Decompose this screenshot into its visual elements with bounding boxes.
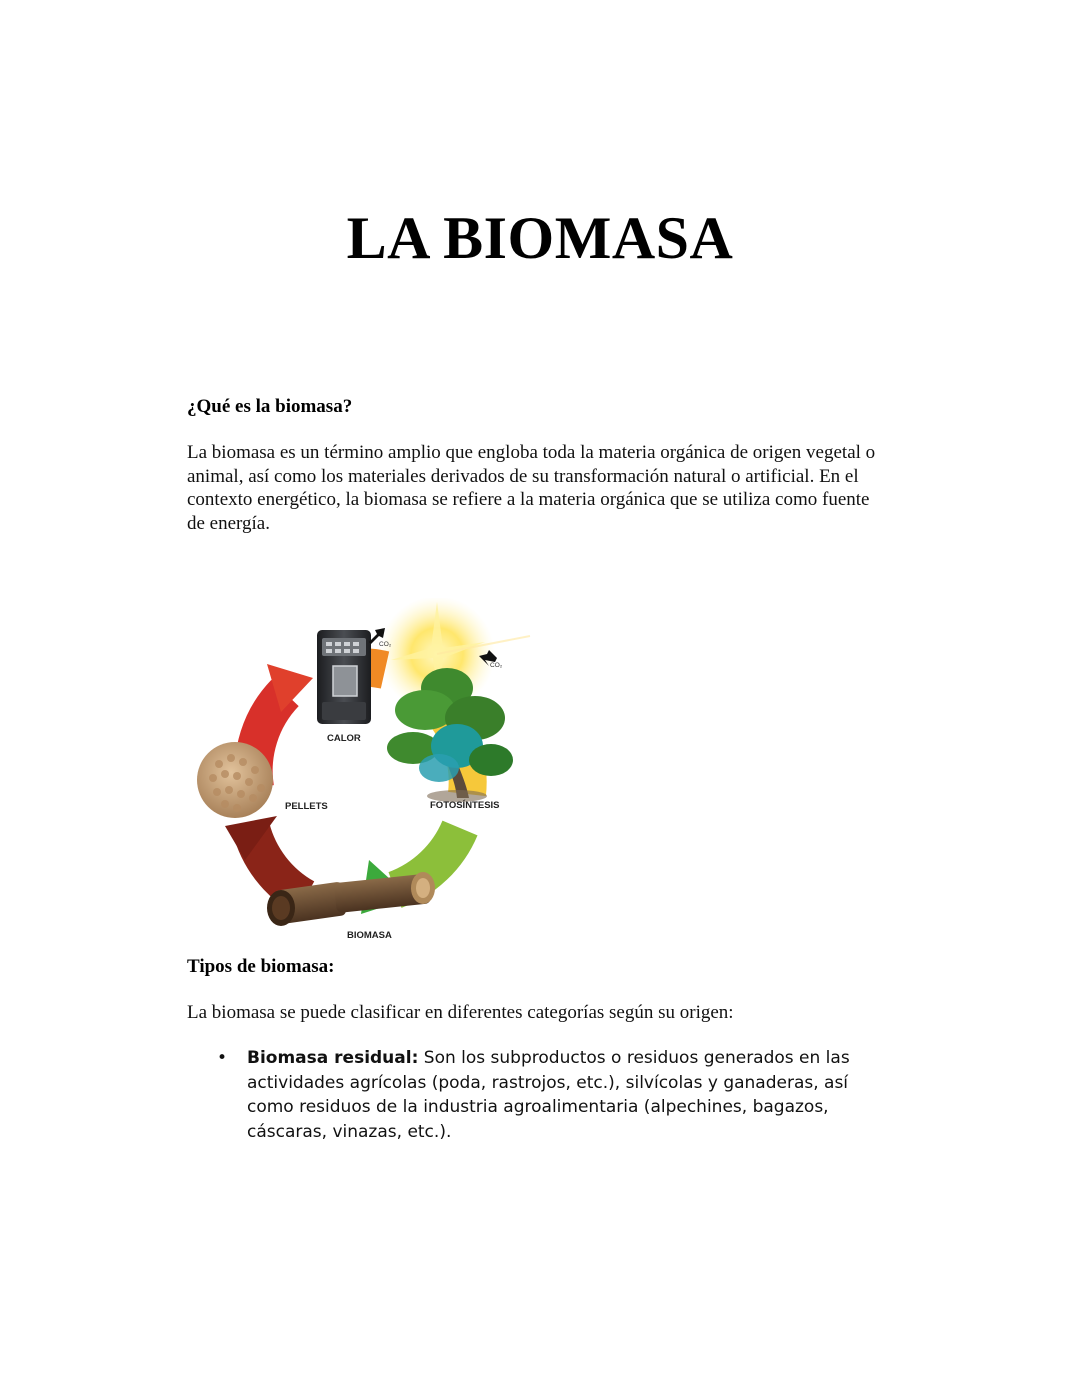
intro-paragraph: La biomasa es un término amplio que engloba toda la materia orgánica de origen vegetal o animal, así como los materiales derivados de su transformación natural o artificial. En el contexto energético, la biomasa se refiere a la materia orgánica que se utiliza como fuente de energía. [187, 442, 876, 534]
label-biomasa: BIOMASA [347, 930, 392, 941]
section-heading-types: Tipos de biomasa: [187, 956, 335, 977]
biomass-types-list [217, 1046, 867, 1144]
biomass-cycle-diagram [185, 598, 545, 948]
page-title: LA BIOMASA [346, 205, 734, 271]
label-pellets: PELLETS [285, 801, 328, 812]
types-intro-paragraph: La biomasa se puede clasificar en diferentes categorías según su origen: [187, 1002, 734, 1023]
label-fotosintesis: FOTOSÍNTESIS [430, 800, 500, 811]
list-item-biomasa-residual [217, 1046, 867, 1144]
co2-in-label: CO₂ [490, 662, 503, 669]
section-heading-what-is: ¿Qué es la biomasa? [187, 396, 353, 417]
biomass-cycle-figure [185, 598, 545, 948]
list-item-term: Biomasa residual: [247, 1048, 419, 1068]
pellets-icon [197, 742, 273, 818]
co2-out-label: CO₂ [379, 641, 392, 648]
label-calor: CALOR [327, 733, 361, 744]
pellet-stove-icon [317, 630, 371, 724]
list-item-text: Son los subproductos o residuos generados en las actividades agrícolas (poda, rastrojos, etc.), silvícolas y ganaderas, así como residuos de la industria agroalimentaria (alpechines, bagazos, cáscaras, vinazas, etc.). [247, 1048, 850, 1142]
bullet-icon: • [217, 1048, 228, 1068]
